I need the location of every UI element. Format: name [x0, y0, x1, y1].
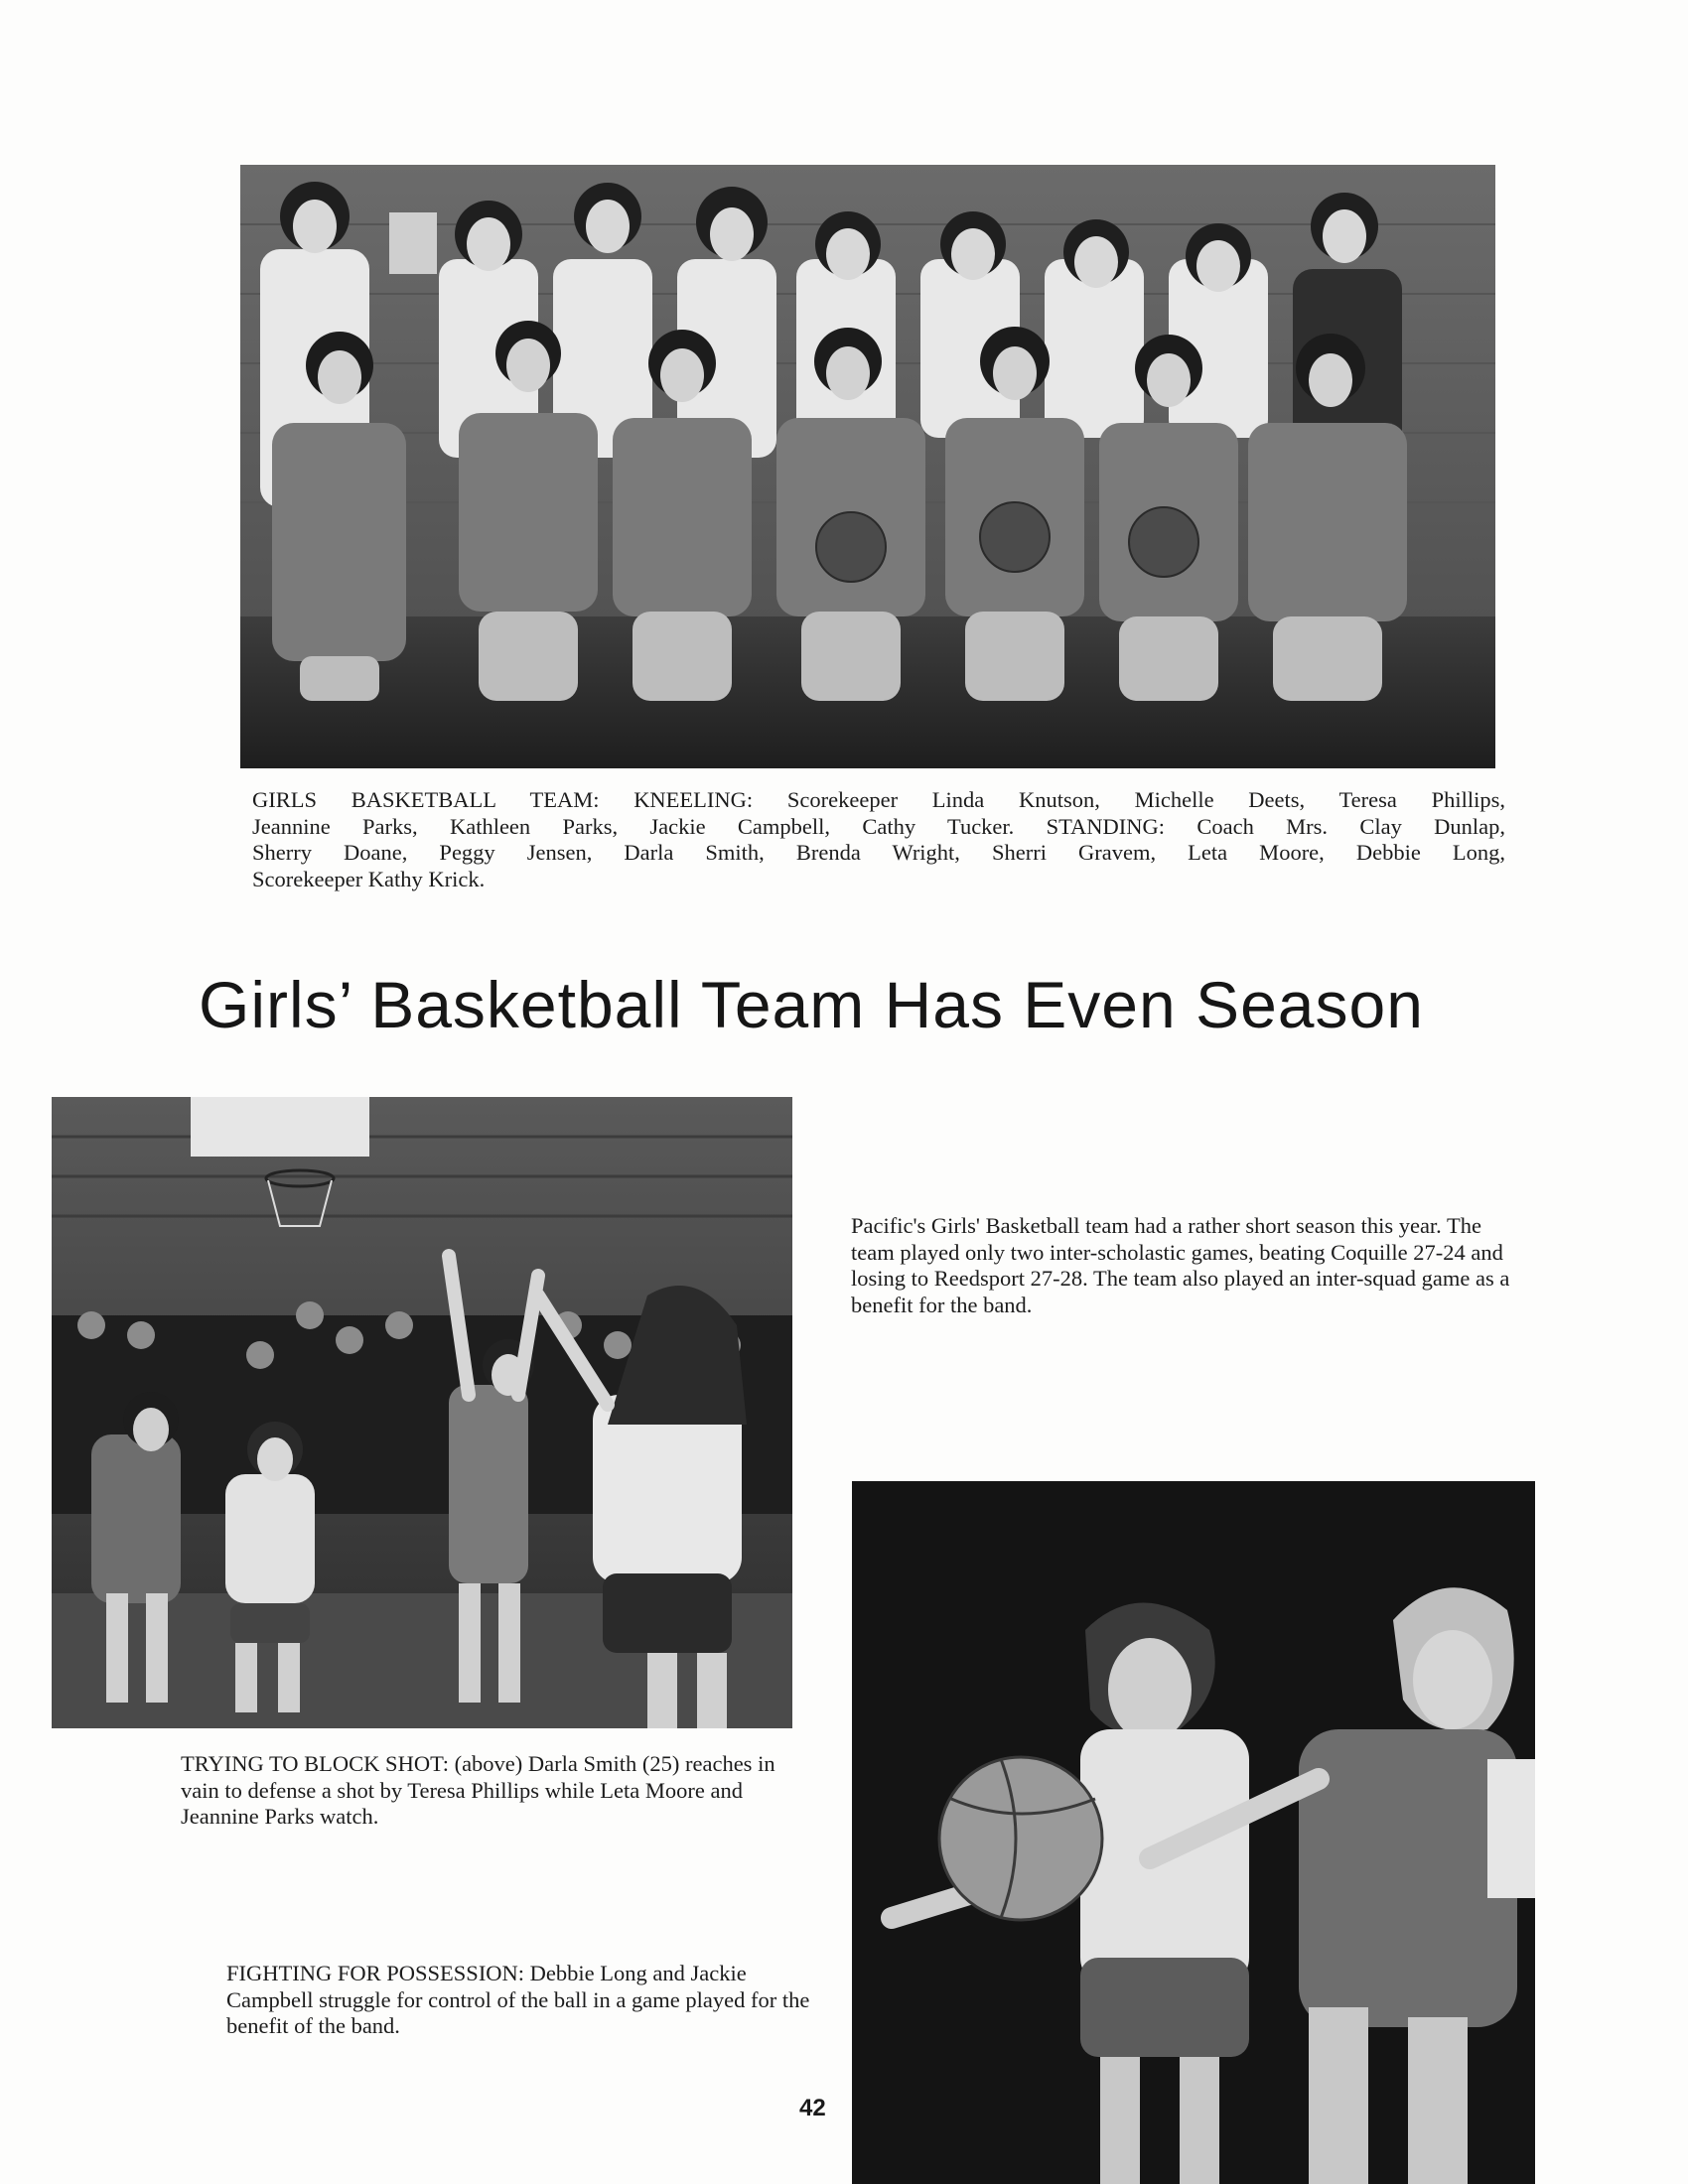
block-shot-photo-image	[52, 1097, 792, 1728]
team-caption-line: GIRLS BASKETBALL TEAM: KNEELING: Scorekeeper Linda Knutson, Michelle Deets, Teresa Phillips,	[252, 787, 1505, 812]
team-photo-caption	[252, 787, 1505, 892]
article-body-text: Pacific's Girls' Basketball team had a rather short season this year. The team played only two inter-scholastic games, beating Coquille 27-24 and losing to Reedsport 27-28. The team also played an inter-squad game as a benefit for the band.	[851, 1213, 1510, 1317]
team-photo-image	[240, 165, 1495, 768]
page-number: 42	[799, 2095, 826, 2121]
possession-caption: FIGHTING FOR POSSESSION: Debbie Long and Jackie Campbell struggle for control of the ball in a game played for the benefit of the band.	[226, 1961, 810, 2038]
team-caption-line: Scorekeeper Kathy Krick.	[252, 866, 486, 891]
team-photo	[240, 165, 1495, 768]
possession-photo	[852, 1481, 1535, 2184]
team-caption-line: Sherry Doane, Peggy Jensen, Darla Smith, Brenda Wright, Sherri Gravem, Leta Moore, Debbie Long,	[252, 840, 1505, 865]
team-caption-line: Jeannine Parks, Kathleen Parks, Jackie Campbell, Cathy Tucker. STANDING: Coach Mrs. Clay Dunlap,	[252, 813, 1505, 839]
block-shot-caption: TRYING TO BLOCK SHOT: (above) Darla Smith (25) reaches in vain to defense a shot by Teresa Phillips while Leta Moore and Jeannine Parks watch.	[181, 1751, 775, 1829]
block-shot-photo	[52, 1097, 792, 1728]
page-headline: Girls’ Basketball Team Has Even Season	[199, 968, 1424, 1041]
possession-photo-image	[852, 1481, 1535, 2184]
